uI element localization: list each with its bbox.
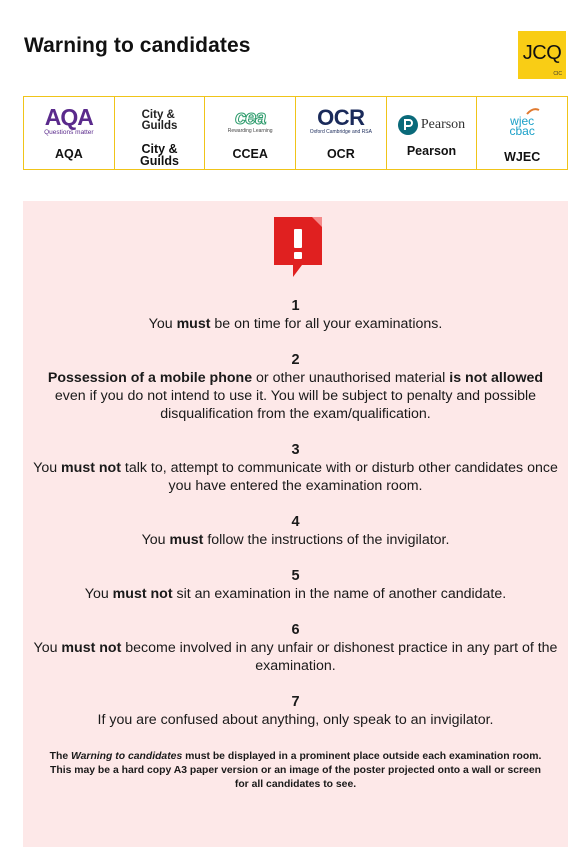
- rule-text-segment: You: [33, 460, 62, 476]
- footnote-suffix: must be displayed in a prominent place outside each examination room. This may be a hard copy A3 paper version or an image of the poster projected onto a wall or screen for all candidates to see.: [50, 751, 542, 790]
- pearson-logo: [387, 109, 477, 141]
- rule-text-segment: If you are confused about anything, only speak to an invigilator.: [97, 712, 494, 728]
- aqa-logo-tagline: Questions matter: [44, 128, 94, 136]
- rule-text-emphasis: is not allowed: [449, 370, 544, 386]
- rule-text: [33, 531, 558, 549]
- rule-text-segment: You: [84, 586, 113, 602]
- rule-number: 4: [291, 514, 300, 530]
- rule-text: [33, 585, 558, 603]
- wjec-logo-line2: cbac: [509, 123, 535, 138]
- pearson-p-icon: [398, 115, 418, 135]
- rule-text: [33, 459, 558, 495]
- board-aqa: [24, 97, 115, 169]
- rule-number: 2: [291, 352, 300, 368]
- rule-text-segment: follow the instructions of the invigilator.: [203, 532, 450, 548]
- rule-2: [33, 351, 558, 423]
- rule-6: [33, 621, 558, 675]
- rule-number: 1: [291, 298, 300, 314]
- footnote-prefix: The: [49, 751, 71, 762]
- display-footnote: [43, 750, 548, 792]
- rule-text: [33, 639, 558, 675]
- rule-number: 6: [291, 622, 300, 638]
- rule-text-segment: or other unauthorised material: [252, 370, 450, 386]
- board-name-ccea: CCEA: [232, 147, 268, 161]
- jcq-logo: [518, 31, 566, 79]
- footnote-italic: Warning to candidates: [71, 751, 183, 762]
- jcq-logo-sub: CIC: [553, 71, 562, 77]
- board-name-ocr: OCR: [326, 147, 355, 161]
- rule-text: [33, 315, 558, 333]
- board-name-wjec: WJEC: [504, 150, 541, 164]
- pearson-logo-text: Pearson: [420, 117, 466, 132]
- rule-text-segment: talk to, attempt to communicate with or disturb other candidates once you have entered the examination room.: [120, 460, 558, 494]
- board-wjec: [477, 97, 567, 169]
- board-name-city-guilds: City & Guilds: [140, 142, 179, 168]
- rule-text-emphasis: must not: [61, 640, 122, 656]
- rule-5: [33, 567, 558, 603]
- board-name-aqa: AQA: [54, 147, 83, 161]
- city-guilds-logo-line2: Guilds: [141, 120, 178, 132]
- rule-4: [33, 513, 558, 549]
- awarding-bodies-strip: [23, 96, 568, 170]
- rule-text-emphasis: must: [169, 532, 204, 548]
- board-ccea: [205, 97, 296, 169]
- rule-number: 7: [291, 694, 300, 710]
- rule-text: [33, 369, 558, 423]
- rule-1: [33, 297, 558, 333]
- ccea-logo-tagline: Rewarding Learning: [227, 128, 273, 134]
- rule-text-segment: You: [148, 316, 177, 332]
- ocr-logo-tagline: Oxford Cambridge and RSA: [309, 129, 372, 135]
- rule-7: [33, 693, 558, 729]
- rule-text-segment: become involved in any unfair or dishonest practice in any part of the examination.: [121, 640, 558, 674]
- rule-3: [33, 441, 558, 495]
- aqa-logo: [24, 105, 114, 137]
- jcq-logo-text: JCQ: [522, 42, 562, 64]
- rules-panel: [23, 201, 568, 847]
- warning-exclamation-icon: [272, 215, 324, 281]
- rule-text-emphasis: must not: [61, 460, 121, 476]
- board-city-guilds: [115, 97, 206, 169]
- rule-text: [33, 711, 558, 729]
- rule-number: 5: [291, 568, 300, 584]
- board-ocr: [296, 97, 387, 169]
- page-title: Warning to candidates: [24, 34, 251, 57]
- city-guilds-logo-line1: City &: [141, 109, 175, 121]
- rule-text-segment: be on time for all your examinations.: [210, 316, 443, 332]
- rule-text-segment: You: [33, 640, 62, 656]
- city-guilds-logo: [115, 105, 205, 137]
- rule-number: 3: [291, 442, 300, 458]
- ocr-logo: [296, 105, 386, 137]
- board-pearson: [387, 97, 478, 169]
- rule-text-emphasis: Possession of a mobile phone: [47, 370, 253, 386]
- rule-text-segment: You: [141, 532, 170, 548]
- rule-text-segment: even if you do not intend to use it. You will be subject to penalty and possible disqualification from the exam/qualification.: [54, 388, 537, 422]
- rule-text-emphasis: must not: [112, 586, 173, 602]
- ocr-logo-text: OCR: [317, 105, 365, 130]
- rule-text-segment: sit an examination in the name of another candidate.: [172, 586, 507, 602]
- wjec-logo-line1: wjec: [510, 113, 535, 128]
- rule-text-emphasis: must: [176, 316, 211, 332]
- ccea-logo-text: cea: [234, 107, 266, 129]
- wjec-logo: [477, 105, 567, 137]
- ccea-logo: [205, 105, 295, 137]
- board-name-pearson: Pearson: [406, 144, 457, 158]
- aqa-logo-text: AQA: [44, 103, 93, 130]
